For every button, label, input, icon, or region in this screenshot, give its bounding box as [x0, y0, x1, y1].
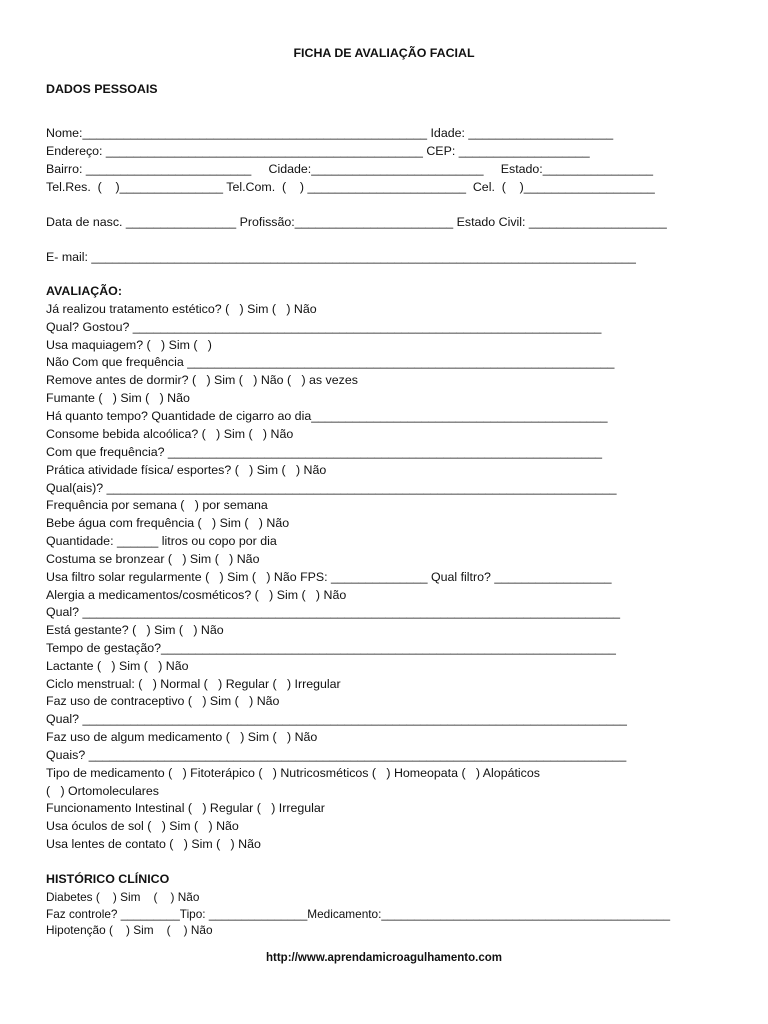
field-nome-idade: Nome:__________________________________________________ Idade: _____________________	[46, 126, 614, 140]
eval-line: Remove antes de dormir? ( ) Sim ( ) Não ( ) as vezes	[46, 373, 358, 387]
field-bairro-cidade-estado: Bairro: ________________________ Cidade:_________________________ Estado:________________	[46, 162, 654, 176]
eval-line: Qual? ______________________________________________________________________________	[46, 605, 621, 619]
eval-line: Com que frequência? _______________________________________________________________	[46, 445, 603, 459]
eval-line: Tempo de gestação?__________________________________________________________________	[46, 641, 616, 655]
eval-line: Qual? Gostou? ____________________________________________________________________	[46, 320, 602, 334]
eval-line: Consome bebida alcoólica? ( ) Sim ( ) Não	[46, 427, 294, 441]
clinical-line: Faz controle? _________Tipo: _______________Medicamento:____________________________________________	[46, 907, 671, 921]
eval-line: Prática atividade física/ esportes? ( ) Sim ( ) Não	[46, 463, 327, 477]
eval-line: Qual? _______________________________________________________________________________	[46, 712, 627, 726]
section-heading-personal: DADOS PESSOAIS	[46, 82, 158, 96]
eval-line: Não Com que frequência ______________________________________________________________	[46, 355, 615, 369]
eval-line: Quantidade: ______ litros ou copo por dia	[46, 534, 277, 548]
eval-line: ( ) Ortomoleculares	[46, 784, 159, 798]
field-telefones: Tel.Res. ( )_______________ Tel.Com. ( ) _______________________ Cel. ( )___________________	[46, 180, 655, 194]
eval-line: Tipo de medicamento ( ) Fitoterápico ( ) Nutricosméticos ( ) Homeopata ( ) Alopáticos	[46, 766, 540, 780]
eval-line: Já realizou tratamento estético? ( ) Sim ( ) Não	[46, 302, 317, 316]
eval-line: Fumante ( ) Sim ( ) Não	[46, 391, 190, 405]
eval-line: Usa maquiagem? ( ) Sim ( )	[46, 338, 212, 352]
eval-line: Alergia a medicamentos/cosméticos? ( ) Sim ( ) Não	[46, 588, 347, 602]
eval-line: Há quanto tempo? Quantidade de cigarro ao dia___________________________________________	[46, 409, 608, 423]
eval-line: Usa lentes de contato ( ) Sim ( ) Não	[46, 837, 261, 851]
eval-line: Usa óculos de sol ( ) Sim ( ) Não	[46, 819, 239, 833]
field-endereco-cep: Endereço: ______________________________________________ CEP: ___________________	[46, 144, 590, 158]
field-email: E- mail: _______________________________________________________________________________	[46, 250, 636, 264]
eval-line: Costuma se bronzear ( ) Sim ( ) Não	[46, 552, 260, 566]
eval-line: Está gestante? ( ) Sim ( ) Não	[46, 623, 224, 637]
footer-url: http://www.aprendamicroagulhamento.com	[266, 952, 502, 964]
eval-line: Ciclo menstrual: ( ) Normal ( ) Regular ( ) Irregular	[46, 677, 341, 691]
eval-line: Quais? ______________________________________________________________________________	[46, 748, 627, 762]
clinical-line: Diabetes ( ) Sim ( ) Não	[46, 890, 200, 904]
eval-line: Usa filtro solar regularmente ( ) Sim ( ) Não FPS: ______________ Qual filtro? _________________	[46, 570, 612, 584]
clinical-line: Hipotenção ( ) Sim ( ) Não	[46, 923, 213, 937]
eval-line: Qual(ais)? __________________________________________________________________________	[46, 481, 617, 495]
eval-line: Funcionamento Intestinal ( ) Regular ( ) Irregular	[46, 801, 325, 815]
page-title: FICHA DE AVALIAÇÃO FACIAL	[293, 46, 475, 60]
eval-line: Lactante ( ) Sim ( ) Não	[46, 659, 189, 673]
section-heading-evaluation: AVALIAÇÃO:	[46, 284, 122, 298]
eval-line: Frequência por semana ( ) por semana	[46, 498, 268, 512]
eval-line: Faz uso de algum medicamento ( ) Sim ( ) Não	[46, 730, 318, 744]
section-heading-clinical: HISTÓRICO CLÍNICO	[46, 872, 170, 886]
eval-line: Faz uso de contraceptivo ( ) Sim ( ) Não	[46, 694, 280, 708]
field-nasc-profissao-civil: Data de nasc. ________________ Profissão:_______________________ Estado Civil: ____________________	[46, 215, 667, 229]
eval-line: Bebe água com frequência ( ) Sim ( ) Não	[46, 516, 290, 530]
